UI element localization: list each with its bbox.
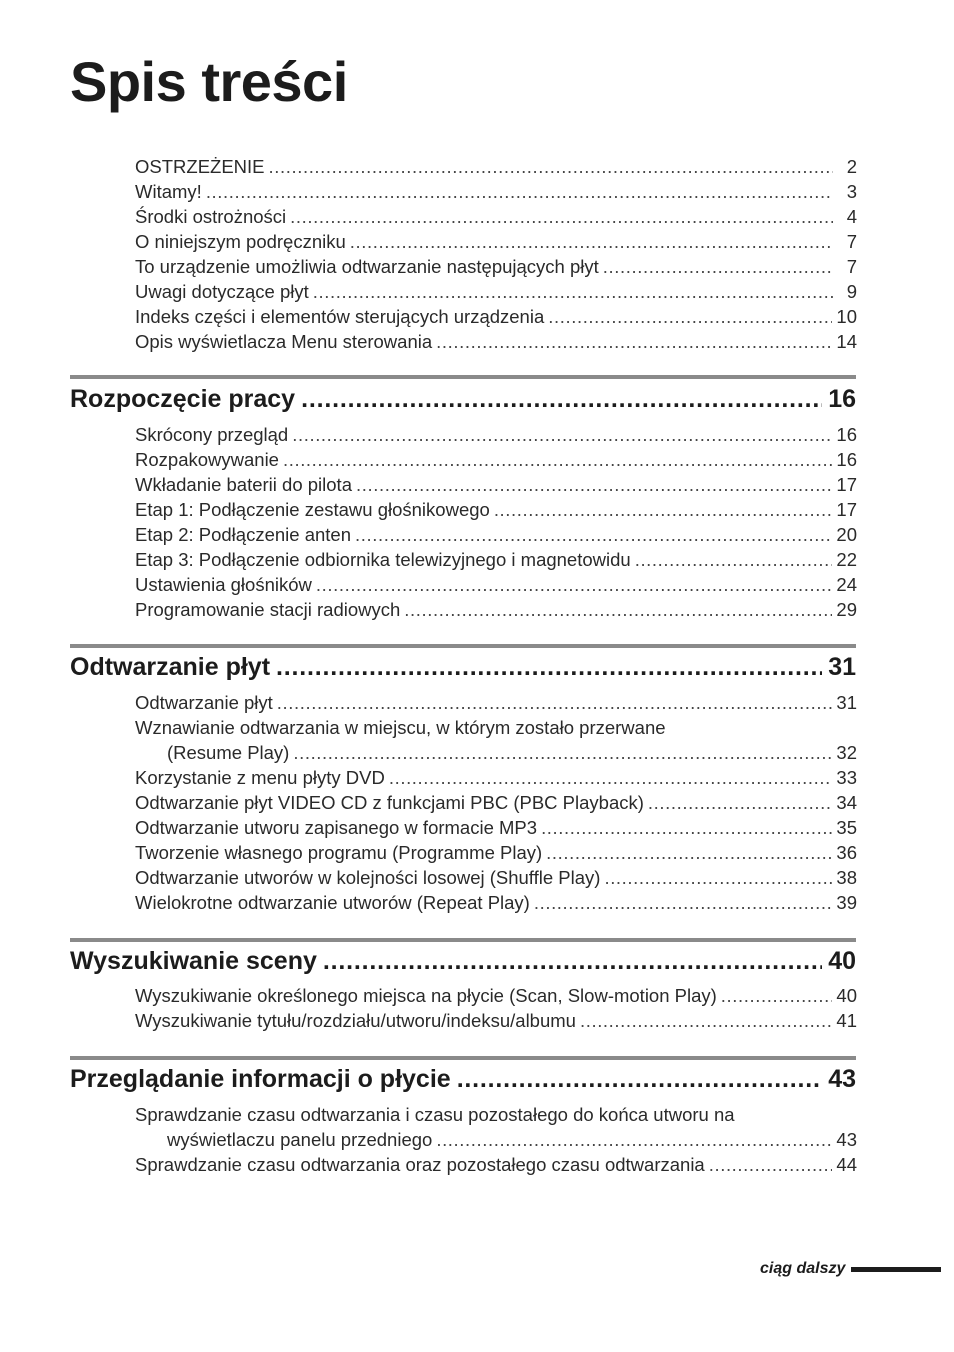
- section-heading[interactable]: [70, 946, 856, 976]
- toc-entry[interactable]: [135, 204, 857, 229]
- section-heading[interactable]: [70, 1064, 856, 1094]
- toc-section-list: [135, 983, 857, 1033]
- toc-entry-page: 22: [836, 549, 857, 570]
- leader-dots: [290, 204, 833, 229]
- leader-dots: [635, 547, 833, 572]
- toc-entry[interactable]: [135, 1152, 857, 1177]
- toc-entry[interactable]: [135, 765, 857, 790]
- leader-dots: [301, 384, 822, 414]
- leader-dots: [436, 329, 832, 354]
- toc-entry[interactable]: [135, 179, 857, 204]
- toc-entry-label: Wkładanie baterii do pilota: [135, 474, 352, 495]
- leader-dots: [356, 472, 832, 497]
- toc-entry-page: 43: [836, 1129, 857, 1150]
- toc-entry[interactable]: [135, 983, 857, 1008]
- toc-entry-page: 20: [836, 524, 857, 545]
- toc-entry-page: 31: [836, 692, 857, 713]
- toc-entry[interactable]: [135, 597, 857, 622]
- toc-entry-continuation[interactable]: [135, 1127, 857, 1152]
- toc-entry-label: Wznawianie odtwarzania w miejscu, w którym zostało przerwane: [135, 717, 666, 738]
- page-title: Spis treści: [70, 50, 348, 113]
- toc-entry-label: Sprawdzanie czasu odtwarzania oraz pozostałego czasu odtwarzania: [135, 1154, 705, 1175]
- toc-entry[interactable]: [135, 547, 857, 572]
- leader-dots: [436, 1127, 832, 1152]
- toc-entry[interactable]: [135, 472, 857, 497]
- leader-dots: [389, 765, 833, 790]
- section-page: 16: [828, 385, 856, 413]
- section-divider: [70, 644, 856, 648]
- toc-entry-page: 39: [836, 892, 857, 913]
- toc-section-list: [135, 1102, 857, 1177]
- toc-entry-label: Sprawdzanie czasu odtwarzania i czasu pozostałego do końca utworu na: [135, 1104, 735, 1125]
- toc-entry-page: 14: [836, 331, 857, 352]
- toc-entry-label: Programowanie stacji radiowych: [135, 599, 401, 620]
- toc-entry-page: 33: [836, 767, 857, 788]
- toc-entry-label: Odtwarzanie płyt VIDEO CD z funkcjami PBC (PBC Playback): [135, 792, 644, 813]
- toc-entry-continuation-label: (Resume Play): [167, 742, 290, 763]
- toc-entry-label: Witamy!: [135, 181, 202, 202]
- leader-dots: [534, 890, 833, 915]
- leader-dots: [404, 597, 832, 622]
- leader-dots: [206, 179, 833, 204]
- leader-dots: [350, 229, 833, 254]
- toc-entry-label: Wielokrotne odtwarzanie utworów (Repeat Play): [135, 892, 530, 913]
- toc-entry-label: Skrócony przegląd: [135, 424, 289, 445]
- section-title: Przeglądanie informacji o płycie: [70, 1065, 451, 1093]
- toc-entry[interactable]: [135, 865, 857, 890]
- section-page: 43: [828, 1065, 856, 1093]
- toc-entry-page: 44: [836, 1154, 857, 1175]
- leader-dots: [541, 815, 832, 840]
- toc-entry-page: 17: [836, 474, 857, 495]
- toc-entry-label: O niniejszym podręczniku: [135, 231, 346, 252]
- toc-entry-label: Wyszukiwanie określonego miejsca na płycie (Scan, Slow-motion Play): [135, 985, 717, 1006]
- section-divider: [70, 375, 856, 379]
- toc-entry-continuation[interactable]: [135, 740, 857, 765]
- leader-dots: [283, 447, 832, 472]
- leader-dots: [323, 946, 822, 976]
- toc-entry[interactable]: [135, 154, 857, 179]
- toc-entry-page: 7: [846, 231, 857, 252]
- toc-entry-page: 41: [836, 1010, 857, 1031]
- toc-entry[interactable]: [135, 890, 857, 915]
- toc-section-list: [135, 690, 857, 915]
- leader-dots: [546, 840, 832, 865]
- toc-entry-label: Korzystanie z menu płyty DVD: [135, 767, 385, 788]
- leader-dots: [721, 983, 833, 1008]
- leader-dots: [457, 1064, 823, 1094]
- section-divider: [70, 1056, 856, 1060]
- toc-entry-label: Rozpakowywanie: [135, 449, 279, 470]
- toc-entry-page: 16: [836, 424, 857, 445]
- toc-entry-label: Etap 3: Podłączenie odbiornika telewizyjnego i magnetowidu: [135, 549, 631, 570]
- leader-dots: [293, 740, 832, 765]
- continued-bar: [851, 1267, 941, 1272]
- toc-section-list: [135, 422, 857, 622]
- toc-entry-label: Tworzenie własnego programu (Programme Play): [135, 842, 543, 863]
- section-title: Wyszukiwanie sceny: [70, 947, 317, 975]
- section-title: Rozpoczęcie pracy: [70, 385, 296, 413]
- toc-entry-page: 40: [836, 985, 857, 1006]
- leader-dots: [709, 1152, 833, 1177]
- toc-entry[interactable]: [135, 690, 857, 715]
- leader-dots: [269, 154, 833, 179]
- toc-entry-page: 38: [836, 867, 857, 888]
- leader-dots: [648, 790, 833, 815]
- toc-entry[interactable]: [135, 572, 857, 597]
- toc-entry-page: 16: [836, 449, 857, 470]
- section-page: 31: [828, 653, 856, 681]
- toc-entry-label: Indeks części i elementów sterujących urządzenia: [135, 306, 545, 327]
- toc-entry[interactable]: [135, 522, 857, 547]
- toc-entry-page: 4: [846, 206, 857, 227]
- toc-entry[interactable]: [135, 1008, 857, 1033]
- toc-entry-page: 10: [836, 306, 857, 327]
- toc-entry-page: 29: [836, 599, 857, 620]
- toc-entry-page: 3: [846, 181, 857, 202]
- toc-entry-first-line[interactable]: [135, 715, 857, 740]
- section-heading[interactable]: [70, 652, 856, 682]
- toc-entry-label: Odtwarzanie utworu zapisanego w formacie MP3: [135, 817, 538, 838]
- toc-entry-page: 32: [836, 742, 857, 763]
- leader-dots: [604, 865, 832, 890]
- toc-entry-page: 7: [846, 256, 857, 277]
- toc-entry-first-line[interactable]: [135, 1102, 857, 1127]
- toc-entry-label: Odtwarzanie płyt: [135, 692, 273, 713]
- toc-entry-label: Etap 1: Podłączenie zestawu głośnikowego: [135, 499, 490, 520]
- leader-dots: [603, 254, 833, 279]
- section-page: 40: [828, 947, 856, 975]
- toc-entry-continuation-label: wyświetlaczu panelu przedniego: [167, 1129, 433, 1150]
- leader-dots: [548, 304, 832, 329]
- toc-entry-label: Etap 2: Podłączenie anten: [135, 524, 351, 545]
- toc-entry[interactable]: [135, 329, 857, 354]
- toc-entry-page: 17: [836, 499, 857, 520]
- toc-entry-label: Ustawienia głośników: [135, 574, 312, 595]
- leader-dots: [580, 1008, 832, 1033]
- toc-entry[interactable]: [135, 422, 857, 447]
- toc-entry-page: 24: [836, 574, 857, 595]
- leader-dots: [316, 572, 833, 597]
- toc-entry[interactable]: [135, 229, 857, 254]
- toc-entry-label: Odtwarzanie utworów w kolejności losowej (Shuffle Play): [135, 867, 601, 888]
- toc-intro-list: [135, 154, 857, 354]
- toc-entry-page: 9: [846, 281, 857, 302]
- toc-entry-label: OSTRZEŻENIE: [135, 156, 265, 177]
- toc-entry-page: 34: [836, 792, 857, 813]
- toc-entry[interactable]: [135, 815, 857, 840]
- toc-entry-page: 36: [836, 842, 857, 863]
- section-heading[interactable]: [70, 384, 856, 414]
- toc-entry[interactable]: [135, 790, 857, 815]
- toc-entry[interactable]: [135, 840, 857, 865]
- toc-entry[interactable]: [135, 254, 857, 279]
- leader-dots: [276, 652, 822, 682]
- leader-dots: [494, 497, 833, 522]
- leader-dots: [313, 279, 833, 304]
- toc-entry[interactable]: [135, 279, 857, 304]
- section-divider: [70, 938, 856, 942]
- leader-dots: [277, 690, 833, 715]
- continued-indicator: [760, 1260, 941, 1278]
- leader-dots: [355, 522, 832, 547]
- toc-entry-label: To urządzenie umożliwia odtwarzanie następujących płyt: [135, 256, 599, 277]
- section-title: Odtwarzanie płyt: [70, 653, 271, 681]
- leader-dots: [292, 422, 832, 447]
- toc-entry[interactable]: [135, 447, 857, 472]
- toc-entry-page: 35: [836, 817, 857, 838]
- continued-label: ciąg dalszy: [760, 1260, 846, 1277]
- toc-entry[interactable]: [135, 497, 857, 522]
- toc-entry-label: Uwagi dotyczące płyt: [135, 281, 309, 302]
- toc-entry[interactable]: [135, 304, 857, 329]
- toc-entry-page: 2: [846, 156, 857, 177]
- toc-entry-label: Środki ostrożności: [135, 206, 287, 227]
- toc-entry-label: Opis wyświetlacza Menu sterowania: [135, 331, 433, 352]
- toc-entry-label: Wyszukiwanie tytułu/rozdziału/utworu/indeksu/albumu: [135, 1010, 576, 1031]
